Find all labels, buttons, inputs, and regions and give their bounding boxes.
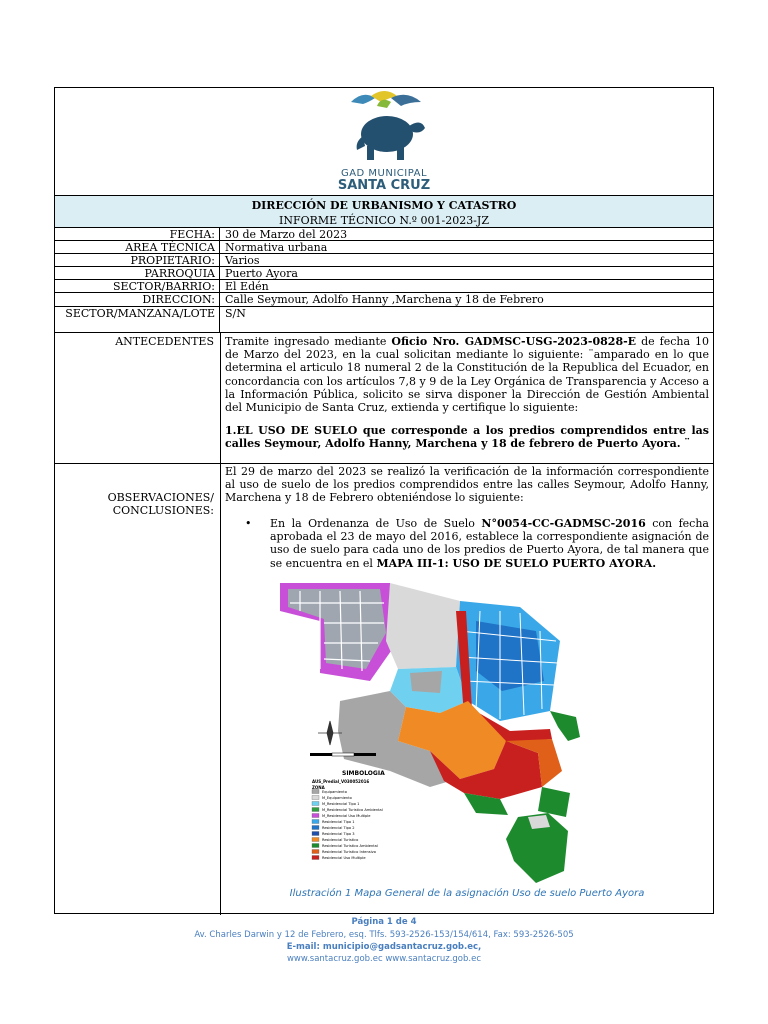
field-label: DIRECCION: <box>55 293 220 306</box>
footer-page: Página 1 de 4 <box>351 917 417 927</box>
legend-label: Residencial Tipo 3 <box>322 832 355 836</box>
logo-area <box>55 88 713 195</box>
logo-line1: GAD MUNICIPAL <box>340 168 428 179</box>
footer-address: Av. Charles Darwin y 12 de Febrero, esq. Tlfs. 593-2526-153/154/614, Fax: 593-2526-505 <box>194 930 574 940</box>
section-divider <box>55 463 713 464</box>
legend-label: M_Residencial Turistico Ambiental <box>322 808 383 812</box>
field-row-direccion <box>55 293 713 307</box>
legend-title: SIMBOLOGIA <box>342 770 385 777</box>
field-label: SECTOR/MANZANA/LOTE <box>55 307 220 332</box>
land-use-map <box>280 581 580 883</box>
legend-label: M_Equipamiento <box>322 796 352 800</box>
observaciones-label-2: CONCLUSIONES: <box>112 504 214 517</box>
legend-layer: AUS_Predial_V030052016 <box>312 779 370 784</box>
footer-web: www.santacruz.gob.ec www.santacruz.gob.ec <box>286 954 482 964</box>
tortoise-logo <box>341 88 431 166</box>
field-label: PROPIETARIO: <box>55 254 220 266</box>
legend-swatch <box>312 814 319 818</box>
footer-email: E-mail: municipio@gadsantacruz.gob.ec, <box>286 942 482 952</box>
field-row-propietario <box>55 254 713 267</box>
field-value: Calle Seymour, Adolfo Hanny ,Marchena y 18 de Febrero <box>225 293 544 306</box>
field-label: AREA TÉCNICA <box>55 241 220 253</box>
map-caption: Ilustración 1 Mapa General de la asignación Uso de suelo Puerto Ayora <box>289 888 645 899</box>
map-legend <box>312 770 385 860</box>
field-row-fecha <box>55 228 713 241</box>
field-value: 30 de Marzo del 2023 <box>225 228 348 241</box>
antecedentes-label: ANTECEDENTES <box>115 335 214 348</box>
compass-icon <box>318 721 342 745</box>
field-value: Puerto Ayora <box>225 267 298 280</box>
logo-line2: SANTA CRUZ <box>337 178 431 193</box>
antecedentes-intro: Tramite ingresado mediante <box>225 335 392 348</box>
legend-swatch <box>312 838 319 842</box>
legend-swatch <box>312 850 319 854</box>
legend-swatch <box>312 844 319 848</box>
antecedentes-request: 1.EL USO DE SUELO que corresponde a los predios comprendidos entre las calles Seymour, Adolfo Hanny, Marchena y 18 de febrero de Puerto Ayora. ¨ <box>225 424 709 451</box>
antecedentes-body: de fecha 10 de Marzo del 2023, en la cual solicitan mediante lo siguiente: ¨amparado en lo que determina el articulo 18 numeral 2 de la Constitución de la Republica del Ecuador, en concordancia con los artículos 7,8 y 9 de la Ley Orgánica de Transparencia y Acceso a la Información Pública, solicito se sirva disponer la Dirección de Gestión Ambiental del Municipio de Santa Cruz, extienda y certifique lo siguiente: <box>225 335 710 415</box>
observaciones-text: El 29 de marzo del 2023 se realizó la verificación de la información correspondiente al uso de suelo de los predios comprendidos entre las calles Seymour, Adolfo Hanny, Marchena y 18 de Febrero obteniéndose lo siguiente: <box>225 465 709 505</box>
field-value: Varios <box>225 254 260 267</box>
bullet-body: con fecha aprobada el 23 de mayo del 2016, establece la correspondiente asignación de uso de suelo para cada uno de los predios de Puerto Ayora, de tal manera que se encuentra en el <box>270 517 709 570</box>
legend-label: Residencial Tipo 1 <box>322 820 355 824</box>
legend-label: M_Residencial Tipo 1 <box>322 802 360 806</box>
field-label: FECHA: <box>55 228 220 240</box>
title-band <box>55 195 713 228</box>
field-value: S/N <box>225 307 246 320</box>
field-value: Normativa urbana <box>225 241 328 254</box>
report-frame <box>54 87 714 914</box>
field-label: PARROQUIA <box>55 267 220 279</box>
legend-swatch <box>312 802 319 806</box>
legend-label: Residencial Turistico Intensivo <box>322 850 376 854</box>
oficio-number: Oficio Nro. GADMSC-USG-2023-0828-E <box>391 335 637 348</box>
field-row-sector-barrio <box>55 280 713 293</box>
bullet-intro: En la Ordenanza de Uso de Suelo <box>270 517 482 530</box>
field-row-area-tecnica <box>55 241 713 254</box>
legend-label: M_Residencial Uso Multiple <box>322 814 371 818</box>
observaciones-label-1: OBSERVACIONES/ <box>107 491 214 504</box>
report-subtitle: INFORME TÉCNICO N.º 001-2023-JZ <box>279 214 489 227</box>
field-row-sector-manzana-lote <box>55 307 713 333</box>
legend-swatch <box>312 832 319 836</box>
legend-label: Equipamiento <box>322 790 347 794</box>
legend-swatch <box>312 820 319 824</box>
antecedentes-text <box>225 335 709 414</box>
ordenanza-number: N°0054-CC-GADMSC-2016 <box>481 517 646 530</box>
ordenanza-bullet <box>270 517 709 570</box>
field-label: SECTOR/BARRIO: <box>55 280 220 292</box>
legend-swatch <box>312 808 319 812</box>
field-row-parroquia <box>55 267 713 280</box>
legend-swatch <box>312 796 319 800</box>
report-title: DIRECCIÓN DE URBANISMO Y CATASTRO <box>251 199 517 212</box>
legend-swatch <box>312 856 319 860</box>
map-reference: MAPA III-1: USO DE SUELO PUERTO AYORA. <box>376 556 657 570</box>
field-value: El Edén <box>225 280 269 293</box>
legend-swatch <box>312 826 319 830</box>
legend-label: Residencial Tipo 2 <box>322 826 355 830</box>
legend-zone: ZONA <box>312 785 325 790</box>
bullet-icon: • <box>245 517 252 530</box>
legend-swatch <box>312 790 319 794</box>
legend-label: Residencial Uso Multiple <box>322 856 366 860</box>
legend-label: Residencial Turistico Ambiental <box>322 844 378 848</box>
scale-bar <box>310 753 376 756</box>
column-divider <box>220 333 221 915</box>
legend-label: Residencial Turistico <box>322 838 359 842</box>
